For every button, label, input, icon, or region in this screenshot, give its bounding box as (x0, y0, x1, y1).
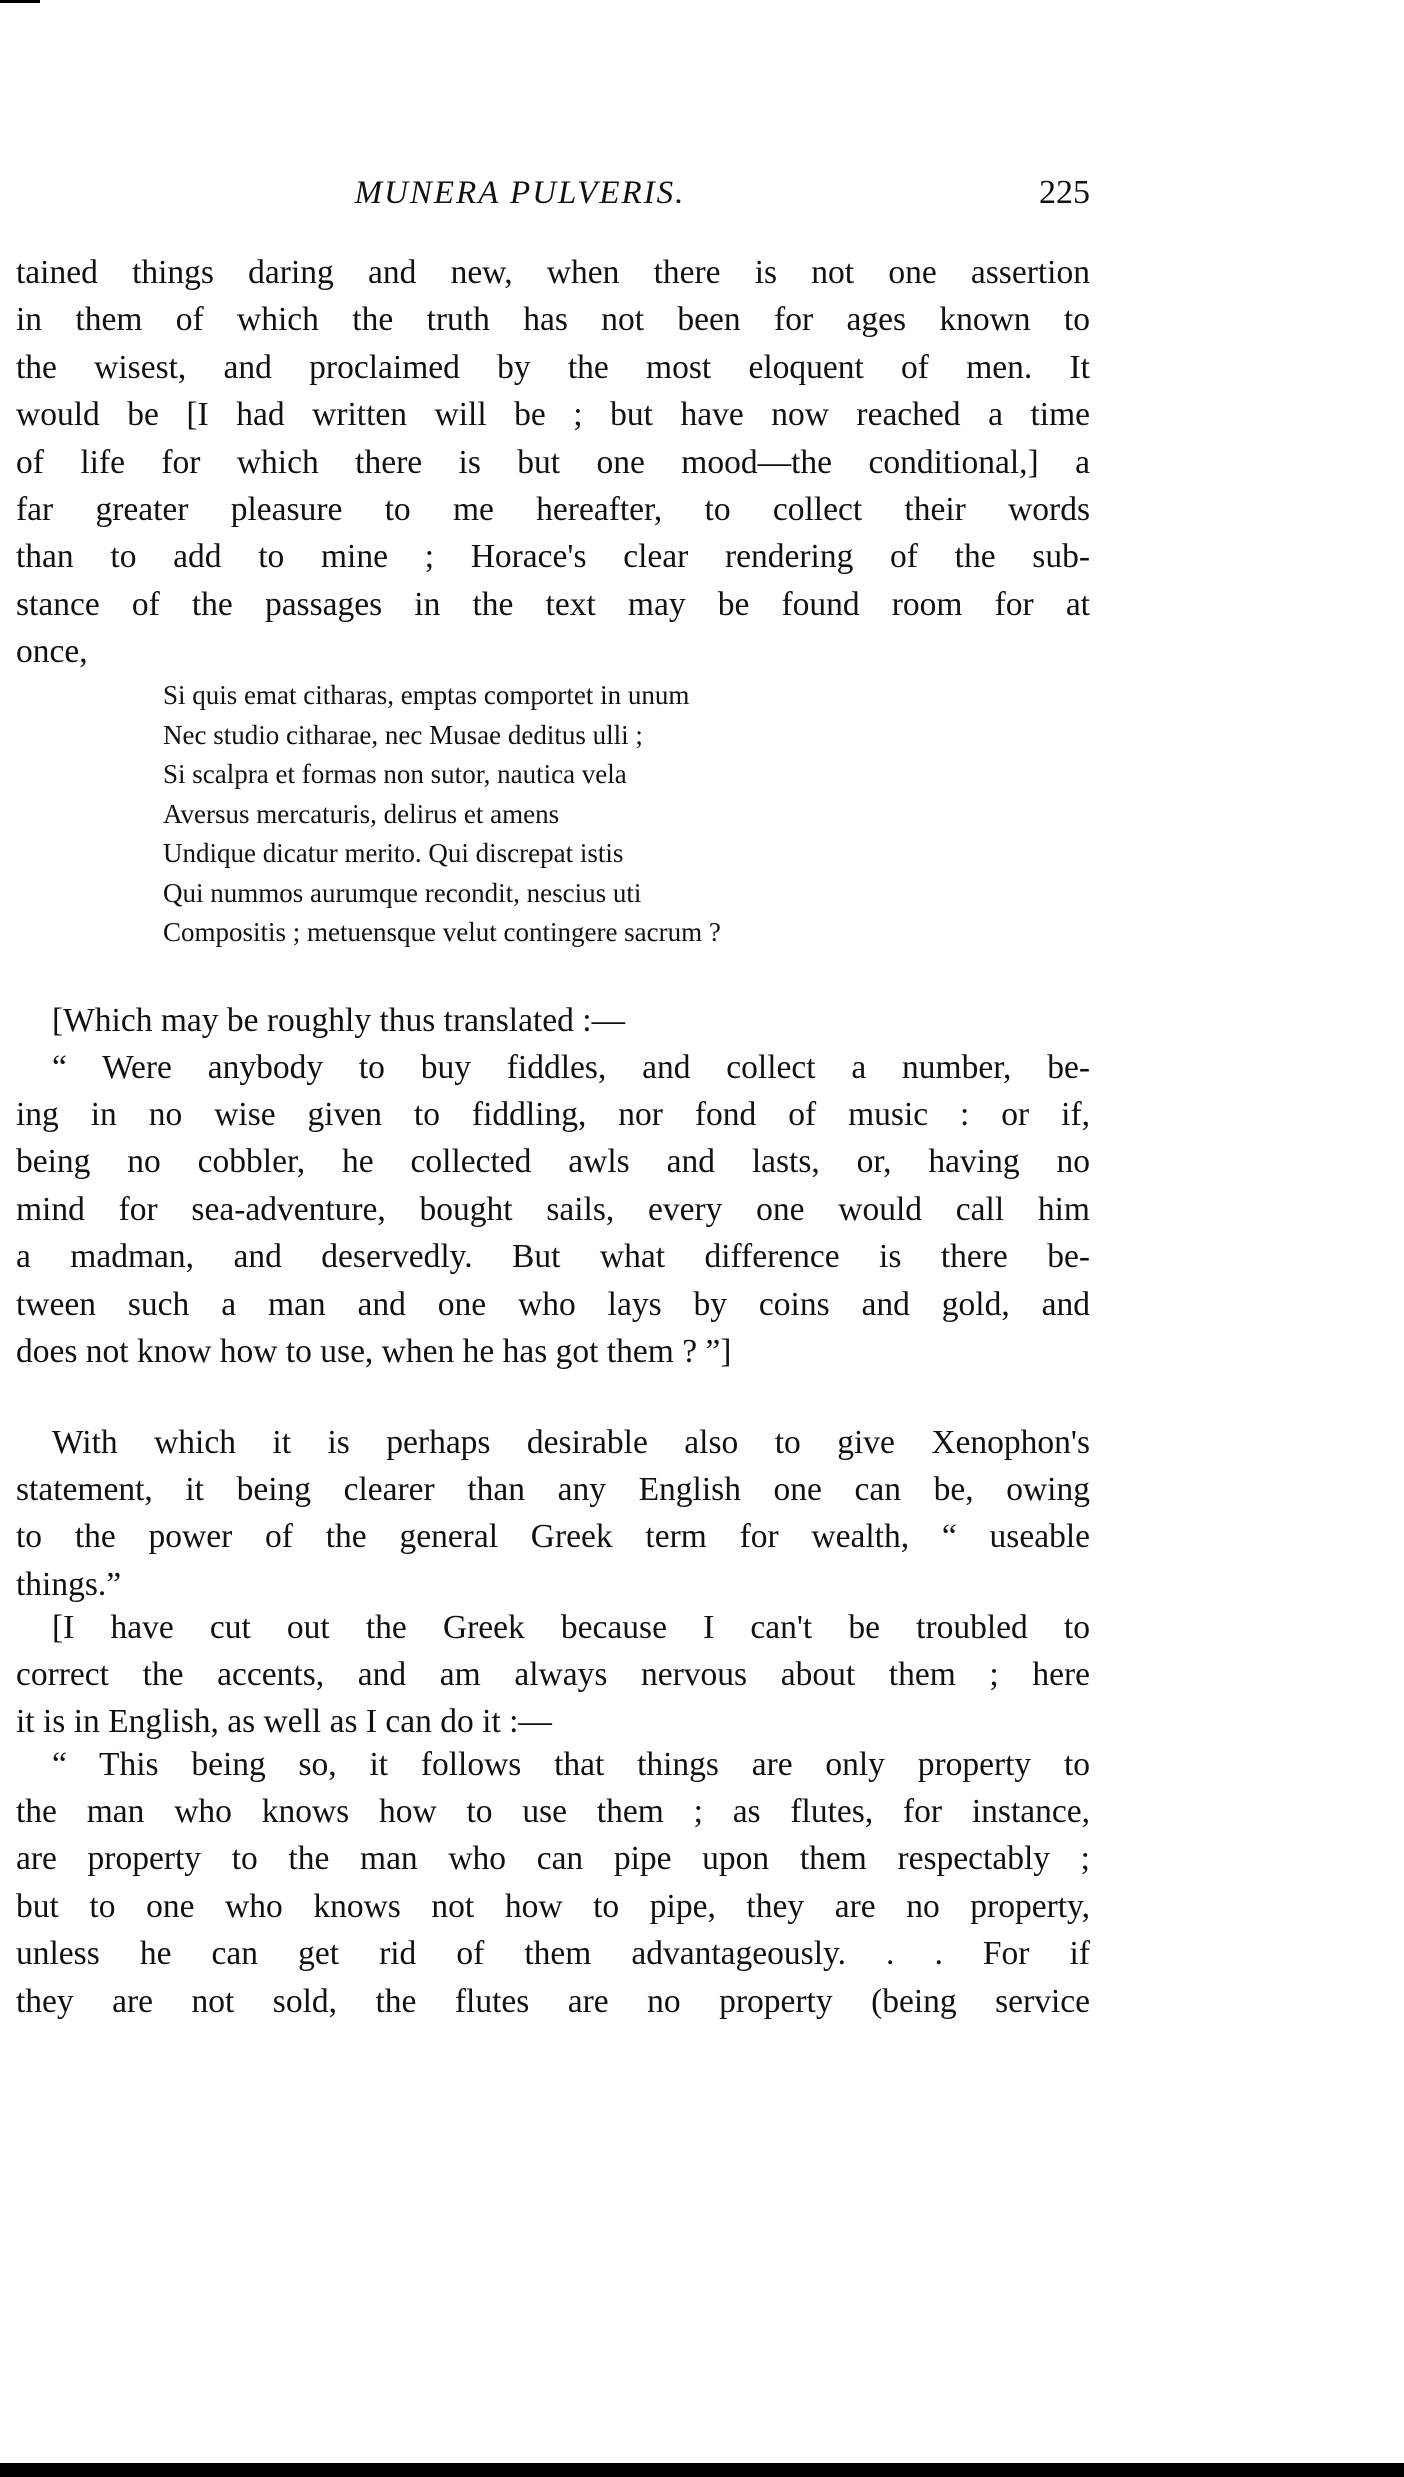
text-line: in them of which the truth has not been for ages known to (16, 301, 1090, 339)
text-line: once, (16, 633, 88, 671)
text-line: [Which may be roughly thus translated :— (52, 1002, 626, 1039)
text-line: tained things daring and new, when there is not one assertion (16, 254, 1090, 291)
text-line: unless he can get rid of them advantageously. . . For if (16, 1935, 1090, 1973)
verse-line: Si quis emat citharas, emptas comportet in unum (163, 680, 690, 710)
scan-bottom-edge (0, 2463, 1404, 2477)
text-line: of life for which there is but one mood—the conditional,] a (16, 443, 1090, 481)
text-line: than to add to mine ; Horace's clear rendering of the sub- (16, 538, 1090, 576)
text-line: the wisest, and proclaimed by the most eloquent of men. It (16, 348, 1090, 386)
text-line: it is in English, as well as I can do it :— (16, 1703, 552, 1741)
text-line: would be [I had written will be ; but have now reached a time (16, 396, 1090, 434)
text-line: being no cobbler, he collected awls and lasts, or, having no (16, 1143, 1090, 1181)
text-line: to the power of the general Greek term for wealth, “ useable (16, 1518, 1090, 1556)
text-line: correct the accents, and am always nervous about them ; here (16, 1656, 1090, 1693)
text-line: are property to the man who can pipe upon them respectably ; (16, 1840, 1090, 1878)
text-line: ing in no wise given to fiddling, nor fond of music : or if, (16, 1096, 1090, 1133)
verse-line: Qui nummos aurumque recondit, nescius uti (163, 877, 642, 908)
text-line: mind for sea-adventure, bought sails, every one would call him (16, 1190, 1090, 1228)
text-line: tween such a man and one who lays by coins and gold, and (16, 1285, 1090, 1323)
text-line: but to one who knows not how to pipe, they are no property, (16, 1887, 1090, 1925)
verse-line: Compositis ; metuensque velut contingere sacrum ? (163, 917, 721, 947)
text-line: does not know how to use, when he has got them ? ”] (16, 1333, 732, 1370)
verse-line: Nec studio citharae, nec Musae deditus ulli ; (163, 719, 643, 750)
text-line: statement, it being clearer than any English one can be, owing (16, 1471, 1090, 1508)
text-line: things.” (16, 1565, 122, 1603)
verse-line: Si scalpra et formas non sutor, nautica vela (163, 759, 627, 789)
running-title: MUNERA PULVERIS. (354, 175, 686, 211)
text-line: “ Were anybody to buy fiddles, and collect a number, be- (52, 1049, 1090, 1086)
text-line: With which it is perhaps desirable also to give Xenophon's (52, 1424, 1090, 1461)
text-line: [I have cut out the Greek because I can't be troubled to (52, 1609, 1090, 1646)
text-line: stance of the passages in the text may be found room for at (16, 585, 1090, 623)
text-line: a madman, and deservedly. But what difference is there be- (16, 1238, 1090, 1276)
text-line: the man who knows how to use them ; as flutes, for instance, (16, 1793, 1090, 1830)
scan-edge-mark (0, 0, 40, 3)
verse-line: Aversus mercaturis, delirus et amens (163, 798, 560, 829)
page-number: 225 (1039, 174, 1090, 211)
verse-line: Undique dicatur merito. Qui discrepat istis (163, 838, 624, 868)
text-line: they are not sold, the flutes are no property (being service (16, 1982, 1090, 2020)
text-line: far greater pleasure to me hereafter, to collect their words (16, 491, 1090, 528)
text-line: “ This being so, it follows that things are only property to (52, 1746, 1090, 1783)
